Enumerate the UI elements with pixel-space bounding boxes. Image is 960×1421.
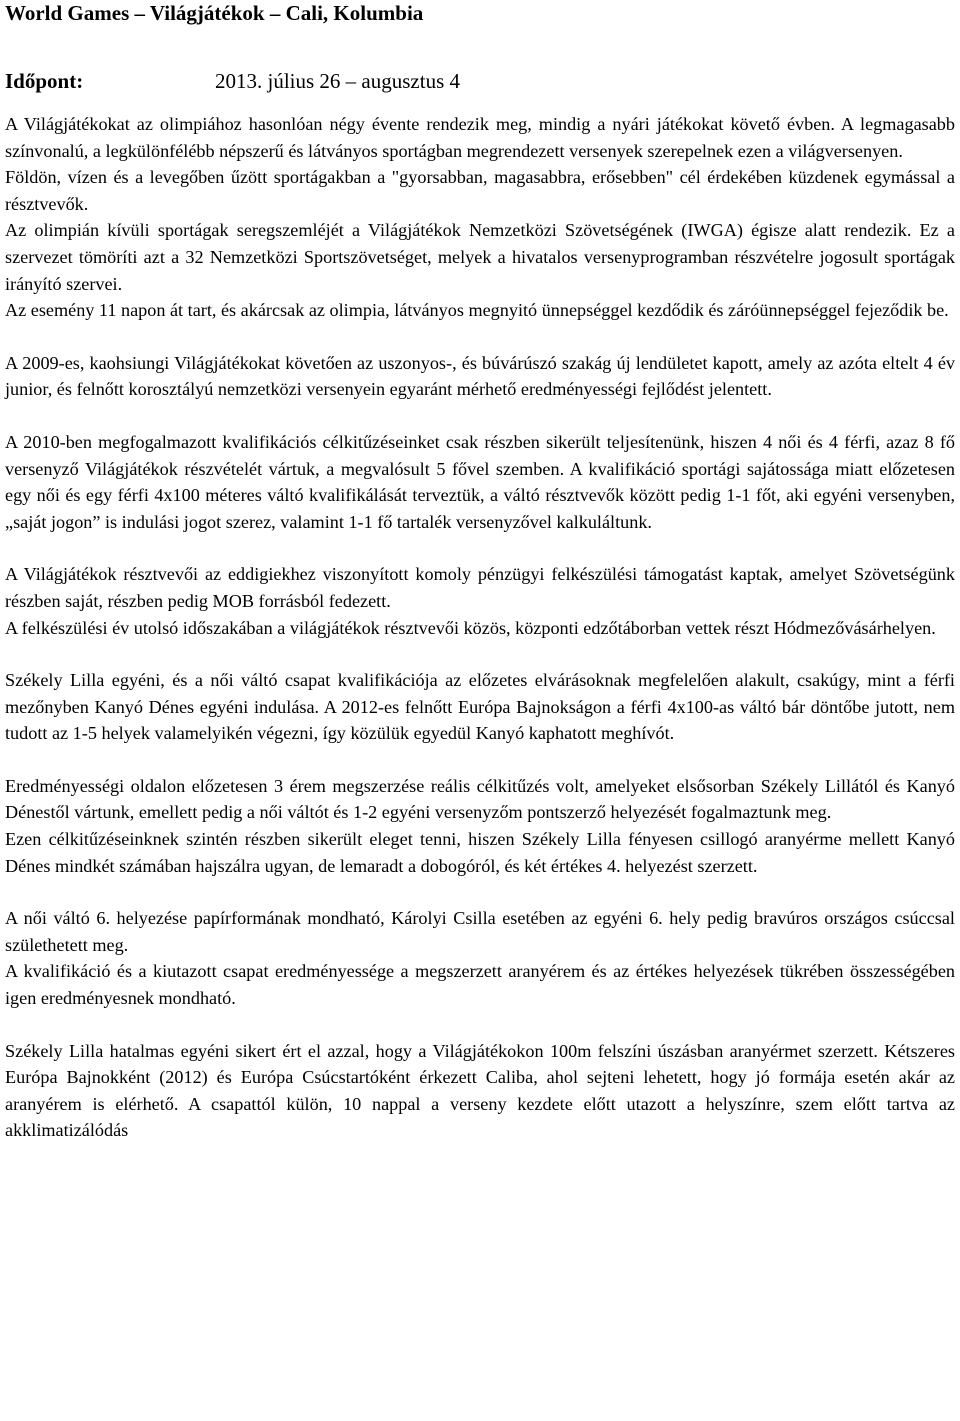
paragraph-2009: A 2009-es, kaohsiungi Világjátékokat követően az uszonyos-, és búvárúszó szakág új lendületet kapott, amely az azóta eltelt 4 év junior, és felnőtt korosztályú nemzetközi versenyein egyaránt mérhető eredményességi fejlődést jelentett.	[5, 352, 955, 400]
paragraph-training-camp: A felkészülési év utolsó időszakában a világjátékok résztvevői közös, központi edzőtáborban vettek részt Hódmezővásárhelyen.	[5, 617, 936, 638]
paragraph-2010-qualification: A 2010-ben megfogalmazott kvalifikációs célkitűzéseinket csak részben sikerült teljesítenünk, hiszen 4 női és 4 férfi, azaz 8 fő versenyző Világjátékok részvételét vártuk, a megvalósult 5 fővel szemben. A kvalifikáció sportági sajátossága miatt előzetesen egy női és egy férfi 4x100 méteres váltó kvalifikálását terveztük, a váltó résztvevők között pedig 1-1 főt, aki egyéni versenyben, „saját jogon” is indulási jogot szerez, valamint 1-1 fő tartalék versenyzővel kalkuláltunk.	[5, 431, 955, 532]
event-date-value: 2013. július 26 – augusztus 4	[215, 69, 460, 93]
event-date-row	[5, 68, 955, 94]
document-title: World Games – Világjátékok – Cali, Kolumbia	[5, 1, 424, 25]
event-date-label: Időpont:	[5, 69, 84, 93]
paragraph-iwga: Az olimpián kívüli sportágak seregszemléjét a Világjátékok Nemzetközi Szövetségének (IWGA) égisze alatt rendezik. Ez a szervezet tömöríti azt a 32 Nemzetközi Sportszövetséget, melyek a hivatalos versenyprogramban részvételre jogosult sportágak irányító szervei.	[5, 220, 955, 294]
paragraph-overall-assessment: A kvalifikáció és a kiutazott csapat eredményessége a megszerzett aranyérem és az értékes helyezések tükrében összességében igen eredményesnek mondható.	[5, 961, 955, 1009]
paragraph-intro: A Világjátékokat az olimpiához hasonlóan négy évente rendezik meg, mindig a nyári játékokat követő évben. A legmagasabb színvonalú, a legkülönfélébb népszerű és látványos sportágban megrendezett versenyek szerepelnek ezen a világversenyen.	[5, 114, 955, 161]
paragraph-szekely-gold: Székely Lilla hatalmas egyéni sikert ért el azzal, hogy a Világjátékokon 100m felszíni úszásban aranyérmet szerzett. Kétszeres Európa Bajnokként (2012) és Európa Csúcstartóként érkezett Caliba, ahol sejteni lehetett, hogy jó formája esetén akár az aranyérem is elérhető. A csapattól külön, 10 nappal a verseny kezdete előtt utazott a helyszínre, szem előtt tartva az akklimatizálódás	[5, 1040, 955, 1141]
paragraph-relay-result: A női váltó 6. helyezése papírformának mondható, Károlyi Csilla esetében az egyéni 6. hely pedig bravúros országos csúccsal születhetett meg.	[5, 908, 955, 955]
paragraph-funding: A Világjátékok résztvevői az eddigiekhez viszonyított komoly pénzügyi felkészülési támogatást kaptak, amelyet Szövetségünk részben saját, részben pedig MOB forrásból fedezett.	[5, 564, 955, 611]
paragraph-results: Ezen célkitűzéseinknek szintén részben sikerült eleget tenni, hiszen Székely Lilla fényesen csillogó aranyérme mellett Kanyó Dénes mindkét számában hajszálra ugyan, de lemaradt a dobogóról, és két értékes 4. helyezést szerzett.	[5, 829, 955, 876]
paragraph-duration: Az esemény 11 napon át tart, és akárcsak az olimpia, látványos megnyitó ünnepséggel kezdődik és záróünnepséggel fejeződik be.	[5, 300, 949, 321]
paragraph-qualified-athletes: Székely Lilla egyéni, és a női váltó csapat kvalifikációja az előzetes elvárásoknak megfelelően alakult, csakúgy, mint a férfi mezőnyben Kanyó Dénes egyéni indulása. A 2012-es felnőtt Európa Bajnokságon a férfi 4x100-as váltó bár döntőbe jutott, nem tudott az 1-5 helyek valamelyikén végezni, így közülük egyedül Kanyó kaphatott meghívót.	[5, 670, 955, 744]
paragraph-sports: Földön, vízen és a levegőben űzött sportágakban a "gyorsabban, magasabbra, erősebben" cél érdekében küzdenek egymással a résztvevők.	[5, 167, 955, 214]
paragraph-medal-goals: Eredményességi oldalon előzetesen 3 érem megszerzése reális célkitűzés volt, amelyeket elsősorban Székely Lillától és Kanyó Dénestől vártunk, emellett pedig a női váltót és 1-2 egyéni versenyzőm pontszerző helyezését fogalmaztunk meg.	[5, 775, 955, 823]
